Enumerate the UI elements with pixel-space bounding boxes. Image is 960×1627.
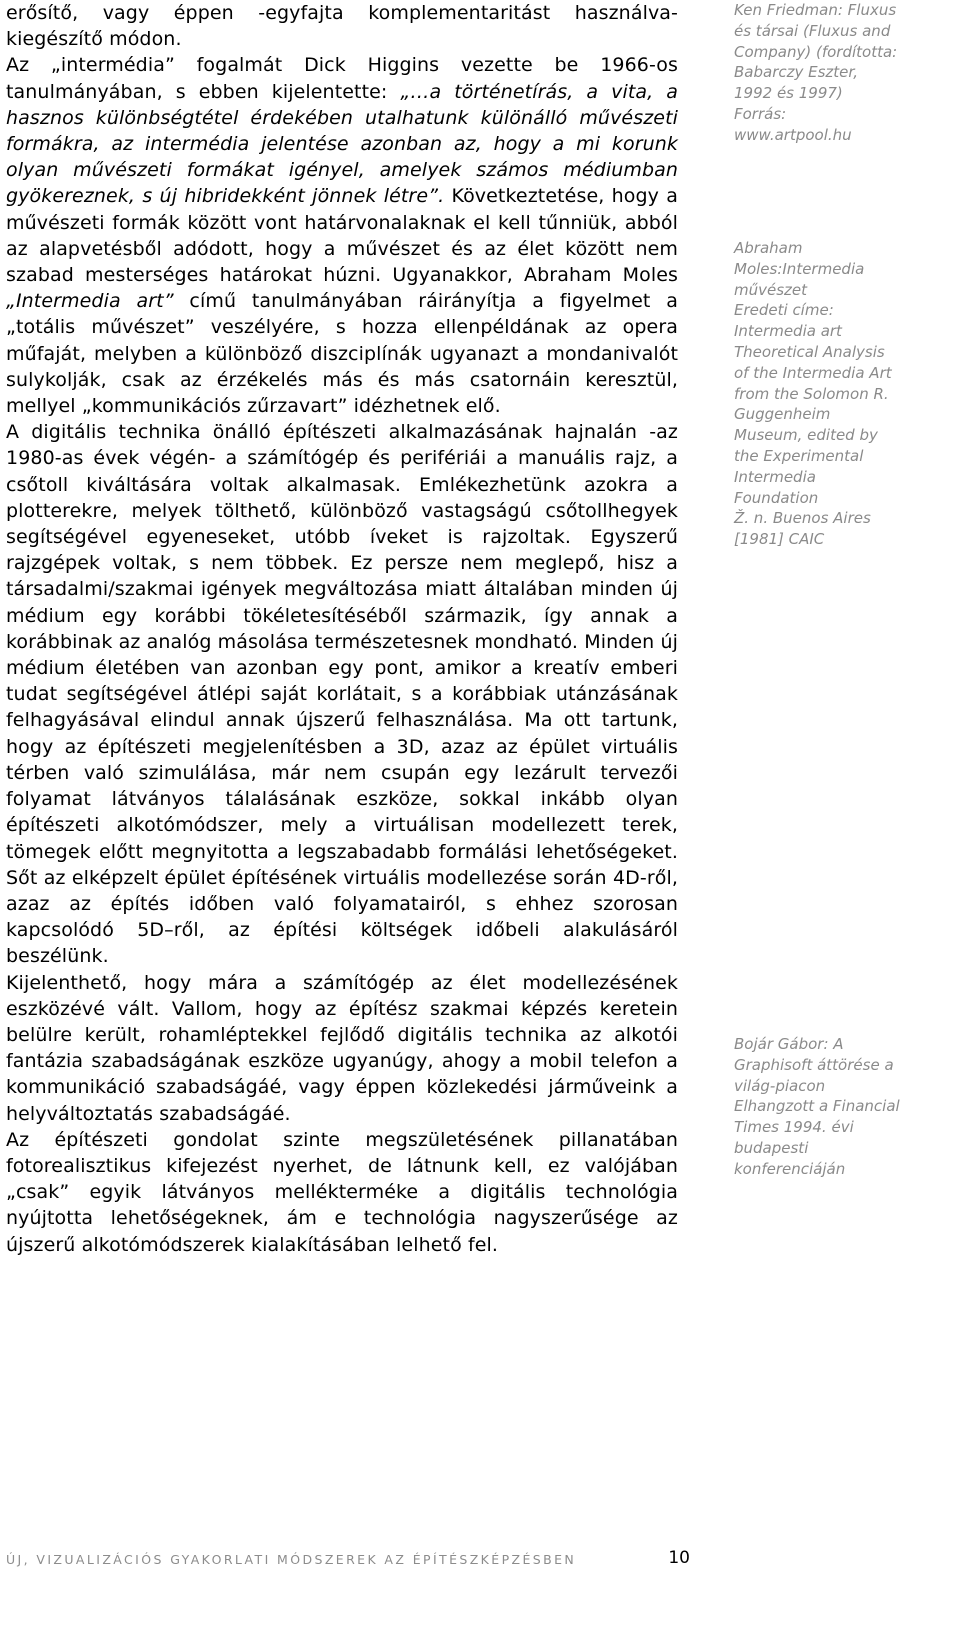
sidenote-bojar bbox=[734, 1034, 934, 1180]
paragraph-2 bbox=[6, 52, 678, 419]
page-footer bbox=[6, 1548, 690, 1570]
paragraph-4: Kijelenthető, hogy mára a számítógép az élet modellezésének eszközévé vált. Vallom, hogy az építész szakmai képzés keretein belülre került, rohamléptekkel fejlődő digitális technika az alkotói fantázia szabadságának eszköze ugyanúgy, ahogy a mobil telefon a kommunikáció szabadságáé, vagy éppen közlekedési járműveink a helyváltoztatás szabadságáé. bbox=[6, 971, 678, 1125]
sidenote-line: 1992 és 1997) bbox=[734, 84, 843, 103]
paragraph-1: erősítő, vagy éppen -egyfajta komplementaritást használva- kiegészítő módon. bbox=[6, 2, 678, 51]
sidenote-line: Company) (fordította: bbox=[734, 42, 898, 61]
sidenote-line: Forrás: bbox=[734, 104, 787, 123]
sidenote-line: of the Intermedia Art bbox=[734, 363, 892, 382]
sidenote-line: Babarczy Eszter, bbox=[734, 63, 858, 82]
sidenote-line: Bojár Gábor: A bbox=[734, 1035, 844, 1053]
sidenote-line: Graphisoft áttörése a bbox=[734, 1055, 894, 1074]
sidenote-line: Abraham bbox=[734, 239, 803, 257]
sidenote-line: budapesti bbox=[734, 1138, 809, 1157]
sidenote-line: konferenciáján bbox=[734, 1159, 846, 1178]
sidenote-line: Ž. n. Buenos Aires bbox=[734, 509, 871, 528]
sidenote-friedman bbox=[734, 0, 934, 146]
sidenote-line: művészet bbox=[734, 280, 808, 299]
sidenote-line: Guggenheim bbox=[734, 405, 831, 424]
sidenote-line: Ken Friedman: Fluxus bbox=[734, 1, 897, 19]
sidenote-line: Eredeti címe: bbox=[734, 301, 834, 320]
paragraph-2-intro: Az „intermédia” fogalmát Dick Higgins vezette be 1966-os tanulmányában, s ebben kijelentette: bbox=[6, 54, 678, 103]
sidenote-line: the Experimental bbox=[734, 446, 864, 465]
sidenote-line: Theoretical Analysis bbox=[734, 342, 885, 361]
main-text-column bbox=[6, 0, 678, 1258]
sidenote-line: Intermedia art bbox=[734, 322, 842, 341]
paragraph-3: A digitális technika önálló építészeti alkalmazásának hajnalán -az 1980-as évek végén- a számítógép és perifériái a manuális rajz, a csőtoll kiváltására voltak alkalmasak. Emlékezhetünk azokra a plotterekre, melyek tölthető, különböző vastagságú csőtollhegyek segítségével egyeneseket, utóbb íveket is rajzoltak. Egyszerű rajzgépek voltak, s nem többek. Ez persze nem meglepő, hisz a társadalmi/szakmai igények megváltozása miatt általában minden új médium egy korábbi tökéletesítéséből származik, így annak a korábbinak az analóg másolása természetesnek mondható. Minden új médium életében van azonban egy pont, amikor a kreatív emberi tudat segítségével átlépi saját korlátait, s a korábbiak utánzásának felhagyásával elindul annak újszerű felhasználása. Ma ott tartunk, hogy az építészeti megjelenítésben a 3D, azaz az épület virtuális térben való szimulálása, már nem csupán egy lezárult tervezői folyamat látványos tálalásának eszköze, sokkal inkább olyan építészeti alkotómódszer, mely a virtuálisan modellezett terek, tömegek előtt megnyitotta a legszabadabb formálási lehetőségeket. Sőt az elképzelt épület építésének virtuális modellezése során 4D-ről, azaz az építés időben való folyamatairól, s ehhez szorosan kapcsolódó 5D–ről, az építési költségek időbeli alakulásáról beszélünk. bbox=[6, 421, 678, 968]
sidenote-line: Times 1994. évi bbox=[734, 1118, 854, 1137]
moles-title: „Intermedia art” bbox=[6, 290, 174, 313]
paragraph-5: Az építészeti gondolat szinte megszületésének pillanatában fotorealisztikus kifejezést nyerhet, de látnunk kell, ez valójában „csak” egyik látványos mellékterméke a digitális technológia nyújtotta lehetőségeknek, ám e technológia nagyszerűsége az újszerű alkotómódszerek kialakításában lelhető fel. bbox=[6, 1128, 678, 1256]
sidenote-line: Intermedia bbox=[734, 467, 816, 486]
sidenote-line: világ-piacon bbox=[734, 1076, 826, 1095]
sidenote-line: [1981] CAIC bbox=[734, 530, 825, 549]
sidenote-line: Museum, edited by bbox=[734, 426, 878, 445]
sidenote-line: Moles:Intermedia bbox=[734, 259, 865, 278]
sidenote-line: Elhangzott a Financial bbox=[734, 1097, 900, 1116]
footer-title: ÚJ, VIZUALIZÁCIÓS GYAKORLATI MÓDSZEREK AZ ÉPÍTÉSZKÉPZÉSBEN bbox=[6, 1552, 577, 1567]
sidenote-line: from the Solomon R. bbox=[734, 384, 889, 403]
sidenote-line: www.artpool.hu bbox=[734, 125, 852, 144]
paragraph-2-continue: Következtetése, hogy a művészeti formák között vont határvonalaknak el kell tűnniük, abból az alapvetésből adódott, hogy a művészet és az élet között nem szabad mesterséges határokat húzni. Ugyanakkor, Abraham Moles bbox=[6, 185, 678, 287]
paragraph-2-end: című tanulmányában ráirányítja a figyelmet a „totális művészet” veszélyére, s hozza ellenpéldának az opera műfaját, melyben a különböző diszciplínák ugyanazt a mondanivalót sulykolják, csak az érzékelés más és más csatornáin keresztül, mellyel „kommunikációs zűrzavart” idézhetnek elő. bbox=[6, 290, 678, 418]
sidenote-moles bbox=[734, 238, 934, 550]
page-number: 10 bbox=[668, 1548, 690, 1568]
sidenote-line: Foundation bbox=[734, 488, 819, 507]
higgins-quote: „…a történetírás, a vita, a hasznos különbségtétel érdekében utalhatunk különálló művészeti formákra, az intermédia jelentése azonban az, hogy a mi korunk olyan művészeti formákat igényel, amelyek számos médiumban gyökereznek, s új hibridekként jönnek létre”. bbox=[6, 80, 678, 208]
sidenote-line: és társai (Fluxus and bbox=[734, 21, 891, 40]
